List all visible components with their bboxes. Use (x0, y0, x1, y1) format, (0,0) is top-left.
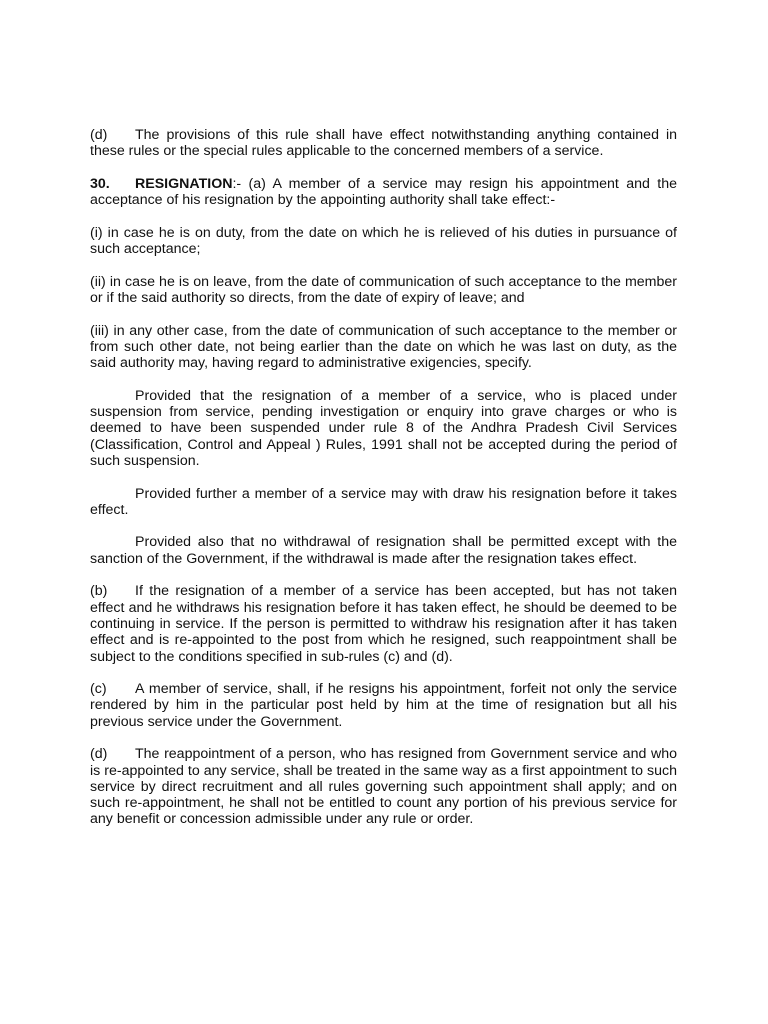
clause-iii: (iii) in any other case, from the date of communication of such acceptance to the member or from such other date, not being earlier than the date on which he was last on duty, as the said authority may, having regard to administrative exigencies, specify. (90, 322, 677, 372)
paragraph-d-provisions (90, 127, 677, 160)
paragraph-text: If the resignation of a member of a service has been accepted, but has not taken effect and he withdraws his resignation before it has taken effect, he should be deemed to be continuing in service. If the person is permitted to withdraw his resignation after it has taken effect and is re-appointed to the post from which he resigned, such reappointment shall be subject to the conditions specified in sub-rules (c) and (d). (90, 583, 677, 665)
paragraph-text: The reappointment of a person, who has resigned from Government service and who is re-appointed to any service, shall be treated in the same way as a first appointment to such service by direct recruitment and all rules governing such appointment shall apply; and on such re-appointment, he shall not be entitled to count any portion of his previous service for any benefit or concession admissible under any rule or order. (90, 746, 677, 828)
document-page (90, 127, 677, 844)
paragraph-label: (d) (90, 127, 108, 143)
paragraph-b (90, 583, 677, 664)
proviso-government-sanction: Provided also that no withdrawal of resignation shall be permitted except with the sanction of the Government, if the withdrawal is made after the resignation takes effect. (90, 534, 677, 567)
paragraph-label: (b) (90, 583, 108, 600)
paragraph-label: (c) (90, 681, 107, 698)
paragraph-text: A member of service, shall, if he resigns his appointment, forfeit not only the service rendered by him in the particular post held by him at the time of resignation but all his previous service under the Government. (90, 681, 677, 730)
paragraph-d-reappointment (90, 746, 677, 827)
rule-heading: RESIGNATION (135, 175, 233, 192)
paragraph-text: The provisions of this rule shall have effect notwithstanding anything contained in these rules or the special rules applicable to the concerned members of a service. (90, 127, 677, 160)
rule-30-heading-paragraph (90, 176, 677, 209)
clause-ii: (ii) in case he is on leave, from the date of communication of such acceptance to the member or if the said authority so directs, from the date of expiry of leave; and (90, 273, 677, 306)
proviso-withdraw: Provided further a member of a service may with draw his resignation before it takes effect. (90, 485, 677, 518)
clause-i: (i) in case he is on duty, from the date on which he is relieved of his duties in pursuance of such acceptance; (90, 224, 677, 258)
rule-text: :- (a) A member of a service may resign his appointment and the acceptance of his resignation by the appointing authority shall take effect:- (90, 175, 677, 209)
proviso-suspension: Provided that the resignation of a member of a service, who is placed under suspension from service, pending investigation or enquiry into grave charges or who is deemed to have been suspended under rule 8 of the Andhra Pradesh Civil Services (Classification, Control and Appeal ) Rules, 1991 shall not be accepted during the period of such suspension. (90, 387, 677, 469)
rule-number: 30. (90, 175, 110, 192)
paragraph-c (90, 681, 677, 730)
paragraph-label: (d) (90, 746, 108, 763)
